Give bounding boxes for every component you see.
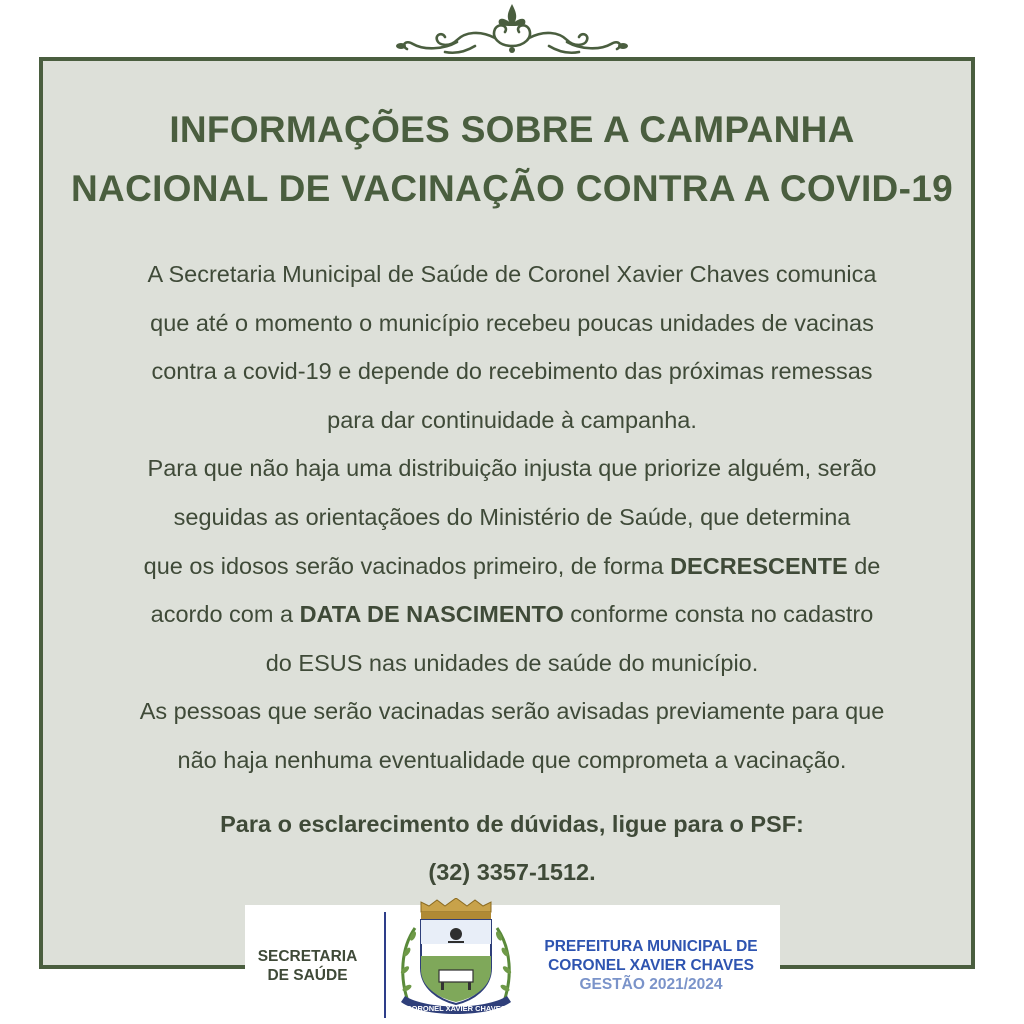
page-title: [0, 100, 1024, 218]
contact-info: [0, 800, 1024, 896]
title-line-1: INFORMAÇÕES SOBRE A CAMPANHA: [169, 109, 855, 150]
phone-number: (32) 3357-1512.: [428, 859, 596, 885]
paragraph-1-line-1: A Secretaria Municipal de Saúde de Coronel Xavier Chaves comunica: [147, 261, 877, 287]
contact-line: Para o esclarecimento de dúvidas, ligue para o PSF:: [220, 811, 804, 837]
paragraph-1-line-2: que até o momento o município recebeu poucas unidades de vacinas: [150, 309, 874, 336]
gestao-period: GESTÃO 2021/2024: [579, 976, 723, 993]
paragraph-3-line-2: não haja nenhuma eventualidade que comprometa a vacinação.: [177, 746, 847, 773]
prefeitura-logo-text: [522, 937, 780, 994]
paragraph-2-line-2: seguidas as orientaçãoes do Ministério de Saúde, que determina: [173, 503, 851, 530]
paragraph-2-line-4-end: conforme consta no cadastro: [563, 601, 874, 628]
crest-motto: CORONEL XAVIER CHAVES: [406, 1004, 506, 1013]
paragraph-2-line-3: que os idosos serão vacinados primeiro, de forma: [143, 552, 671, 579]
paragraph-3: [45, 687, 979, 784]
paragraph-2: [45, 444, 979, 687]
paragraph-1: [45, 250, 979, 444]
prefeitura-line-2: CORONEL XAVIER CHAVES: [548, 957, 754, 974]
municipal-crest-icon: [393, 898, 519, 1020]
emphasis-data-de-nascimento: DATA DE NASCIMENTO: [299, 601, 564, 628]
emphasis-decrescente: DECRESCENTE: [670, 552, 848, 579]
paragraph-2-line-3-end: de: [847, 552, 881, 579]
paragraph-2-line-5: do ESUS nas unidades de saúde do município.: [265, 649, 759, 676]
secretaria-line-2: DE SAÚDE: [267, 967, 348, 984]
ornament-icon: [395, 2, 629, 60]
title-line-2: NACIONAL DE VACINAÇÃO CONTRA A COVID-19: [71, 168, 953, 209]
prefeitura-line-1: PREFEITURA MUNICIPAL DE: [544, 938, 758, 955]
secretaria-logo-text: [245, 947, 370, 985]
footer-divider: [384, 912, 386, 1018]
paragraph-3-line-1: As pessoas que serão vacinadas serão avisadas previamente para que: [139, 698, 885, 725]
paragraph-2-line-4: acordo com a: [150, 601, 300, 628]
secretaria-line-1: SECRETARIA: [257, 948, 358, 965]
paragraph-2-line-1: Para que não haja uma distribuição injusta que priorize alguém, serão: [147, 455, 877, 482]
paragraph-1-line-3: contra a covid-19 e depende do recebimento das próximas remessas: [151, 358, 873, 385]
paragraph-1-line-4: para dar continuidade à campanha.: [327, 406, 697, 433]
notice-body: [45, 250, 979, 785]
